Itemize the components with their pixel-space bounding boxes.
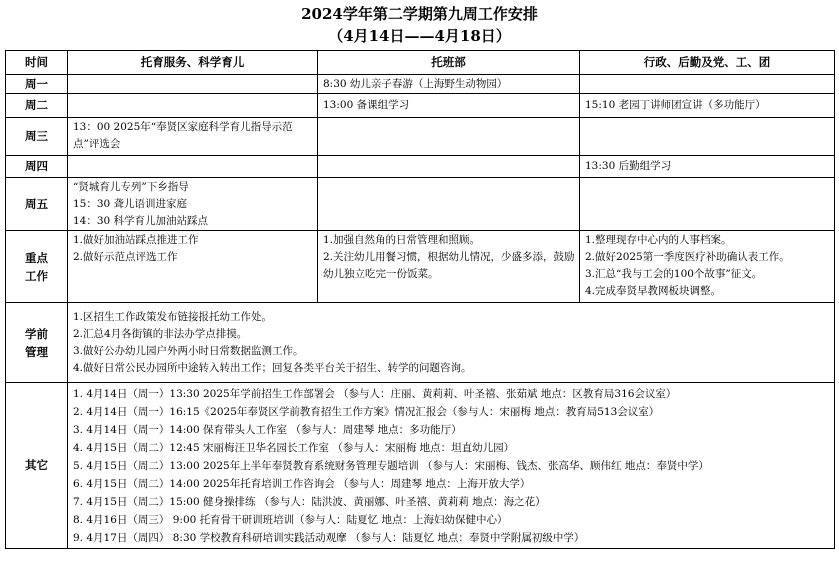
row-friday bbox=[6, 178, 835, 231]
day-label: 周二 bbox=[6, 94, 68, 118]
preschool-items bbox=[68, 303, 835, 383]
cell-admin bbox=[580, 75, 835, 94]
other-items bbox=[68, 383, 835, 549]
preschool-item: 4.做好日常公民办园所中途转入转出工作；回复各类平台关于招生、转学的问题咨询。 bbox=[73, 361, 472, 374]
focus-childcare bbox=[68, 231, 318, 303]
event-text: 14：30 科学育儿加油站踩点 bbox=[73, 215, 209, 227]
header-time: 时间 bbox=[6, 51, 68, 75]
focus-nursery bbox=[318, 231, 580, 303]
day-label: 周四 bbox=[6, 156, 68, 178]
cell-nursery bbox=[318, 94, 580, 118]
cell-admin bbox=[580, 118, 835, 156]
focus-item: 1.做好加油站踩点推进工作 bbox=[73, 234, 199, 246]
other-item: 8. 4月16日（周三） 9:00 托育骨干研训班培训（参与人：陆夏忆 地点：上海妇幼保健中心） bbox=[73, 513, 508, 526]
cell-childcare bbox=[68, 156, 318, 178]
header-nursery: 托班部 bbox=[318, 51, 580, 75]
preschool-label: 学前 管理 bbox=[6, 303, 68, 383]
header-childcare: 托育服务、科学育儿 bbox=[68, 51, 318, 75]
preschool-item: 1.区招生工作政策发布链接报托幼工作处。 bbox=[73, 310, 273, 323]
event-text: 13:30 后勤组学习 bbox=[585, 160, 672, 172]
other-item: 5. 4月15日（周二）13:00 2025年上半年奉贤教育系统财务管理专题培训 （参与人：宋丽梅、钱杰、张高华、顾伟红 地点：奉贤中学） bbox=[73, 459, 709, 472]
row-focus bbox=[6, 231, 835, 303]
cell-childcare bbox=[68, 178, 318, 231]
schedule-table bbox=[5, 50, 835, 549]
preschool-item: 3.做好公办幼儿园户外两小时日常数据监测工作。 bbox=[73, 344, 304, 357]
cell-nursery bbox=[318, 75, 580, 94]
cell-admin bbox=[580, 94, 835, 118]
page-title: 2024学年第二学期第九周工作安排 bbox=[301, 5, 538, 23]
row-preschool bbox=[6, 303, 835, 383]
focus-item: 1.加强自然角的日常管理和照顾。 bbox=[323, 234, 481, 246]
event-text: “贤城育儿专列”下乡指导 bbox=[73, 181, 189, 193]
focus-item: 4.完成奉贤早教网板块调整。 bbox=[585, 285, 722, 297]
other-item: 9. 4月17日（周四） 8:30 学校教育科研培训实践活动观摩 （参与人：陆夏忆 地点：奉贤中学附属初级中学） bbox=[73, 531, 585, 544]
cell-childcare bbox=[68, 118, 318, 156]
focus-label: 重点 工作 bbox=[6, 231, 68, 303]
focus-item: 2.关注幼儿用餐习惯，根据幼儿情况，少盛多添，鼓励幼儿独立吃完一份饭菜。 bbox=[323, 251, 575, 280]
other-item: 1. 4月14日（周一）13:30 2025年学前招生工作部署会 （参与人：庄丽、黄莉莉、叶圣禧、张茹斌 地点：区教育局316会议室） bbox=[73, 387, 677, 400]
event-text: 15:10 老园丁讲师团宣讲（多功能厅） bbox=[585, 99, 766, 111]
day-label: 周三 bbox=[6, 118, 68, 156]
other-item: 7. 4月15日（周二）15:00 健身操排练 （参与人：陆洪波、黄丽娜、叶圣禧、黄莉莉 地点：海之花） bbox=[73, 495, 546, 508]
other-item: 3. 4月14日（周一）14:00 保育带头人工作室 （参与人：周建琴 地点：多功能厅） bbox=[73, 423, 462, 436]
cell-childcare bbox=[68, 94, 318, 118]
focus-item: 3.汇总“我与工会的100个故事”征文。 bbox=[585, 268, 763, 280]
day-label: 周一 bbox=[6, 75, 68, 94]
event-text: 8:30 幼儿亲子春游（上海野生动物园） bbox=[323, 77, 508, 90]
row-thursday bbox=[6, 156, 835, 178]
other-label: 其它 bbox=[6, 383, 68, 549]
other-item: 4. 4月15日（周二）12:45 宋丽梅汪卫华名园长工作室 （参与人：宋丽梅 地点：坦直幼儿园） bbox=[73, 441, 515, 454]
date-range: （4月14日——4月18日） bbox=[328, 27, 511, 45]
other-item: 2. 4月14日（周一）16:15《2025年奉贤区学前教育招生工作方案》情况汇报会（参与人：宋丽梅 地点：教育局513会议室） bbox=[73, 405, 660, 418]
event-text: 13:00 备课组学习 bbox=[323, 99, 410, 111]
row-monday bbox=[6, 75, 835, 94]
focus-item: 2.做好2025第一季度医疗补助确认表工作。 bbox=[585, 251, 790, 263]
other-item: 6. 4月15日（周二）14:00 2025年托育培训工作咨询会 （参与人：周建琴 地点：上海开放大学） bbox=[73, 477, 531, 490]
row-other bbox=[6, 383, 835, 549]
cell-childcare bbox=[68, 75, 318, 94]
header-row bbox=[6, 51, 835, 75]
row-wednesday bbox=[6, 118, 835, 156]
cell-nursery bbox=[318, 156, 580, 178]
event-text: 15：30 聋儿语训进家庭 bbox=[73, 198, 188, 210]
header-admin: 行政、后勤及党、工、团 bbox=[580, 51, 835, 75]
focus-item: 2.做好示范点评选工作 bbox=[73, 251, 178, 263]
cell-nursery bbox=[318, 118, 580, 156]
cell-nursery bbox=[318, 178, 580, 231]
focus-item: 1.整理现存中心内的人事档案。 bbox=[585, 234, 732, 246]
day-label: 周五 bbox=[6, 178, 68, 231]
row-tuesday bbox=[6, 94, 835, 118]
focus-admin bbox=[580, 231, 835, 303]
preschool-item: 2.汇总4月各街镇的非法办学点排摸。 bbox=[73, 327, 248, 340]
event-text: 13：00 2025年“奉贤区家庭科学育儿指导示范点”评选会 bbox=[73, 121, 293, 150]
cell-admin bbox=[580, 156, 835, 178]
cell-admin bbox=[580, 178, 835, 231]
